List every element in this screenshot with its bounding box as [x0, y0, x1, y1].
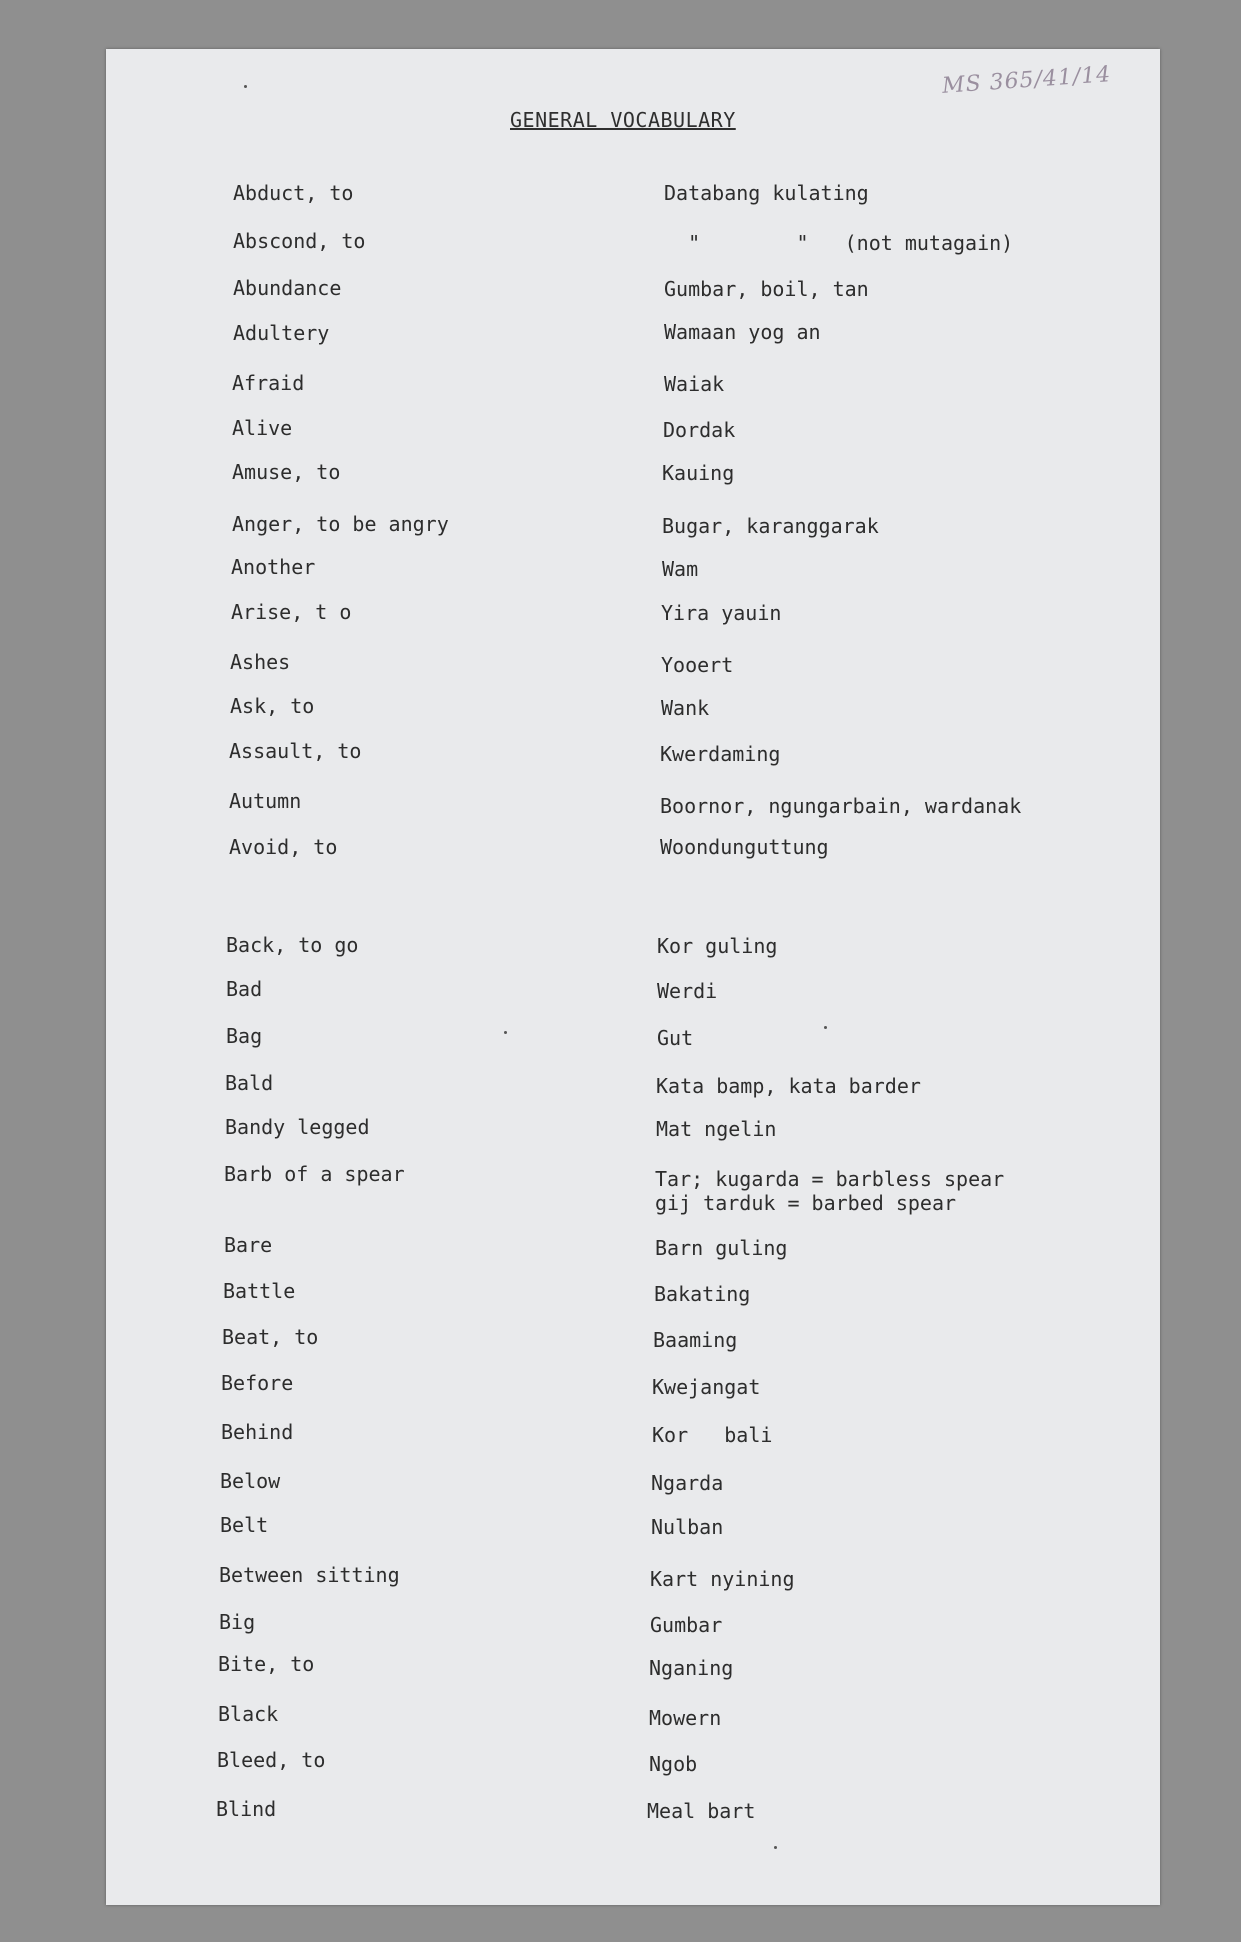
- entry-term: Ashes: [230, 650, 291, 674]
- entry-gloss: Wank: [661, 696, 710, 720]
- entry-gloss: " " (not mutagain): [664, 231, 1014, 255]
- entry-gloss: Werdi: [657, 979, 718, 1003]
- entry-term: Big: [219, 1610, 256, 1634]
- entry-term: Avoid, to: [229, 835, 338, 859]
- paper-speck: [504, 1031, 507, 1034]
- entry-term: Abundance: [233, 276, 342, 300]
- entry-term: Bite, to: [218, 1652, 315, 1676]
- entry-term: Bad: [226, 977, 263, 1001]
- entry-gloss: Gut: [657, 1026, 694, 1050]
- entry-gloss: Wamaan yog an: [664, 320, 821, 344]
- entry-term: Abduct, to: [233, 181, 354, 205]
- entry-term: Before: [221, 1371, 294, 1395]
- paper-speck: [244, 85, 247, 88]
- entry-gloss: Waiak: [664, 372, 725, 396]
- entry-gloss: Ngob: [649, 1752, 698, 1776]
- paper-speck: [774, 1846, 777, 1849]
- entry-term: Afraid: [232, 371, 305, 395]
- entry-term: Black: [218, 1702, 279, 1726]
- entry-term: Bag: [226, 1024, 263, 1048]
- entry-gloss: Boornor, ngungarbain, wardanak: [660, 794, 1022, 818]
- entry-gloss: Kata bamp, kata barder: [656, 1074, 921, 1098]
- entry-gloss: Kor guling: [657, 934, 778, 958]
- entry-term: Between sitting: [219, 1563, 400, 1587]
- entry-gloss: Databang kulating: [664, 181, 869, 205]
- archive-reference: MS 365/41/14: [941, 62, 1113, 99]
- entry-term: Alive: [232, 416, 293, 440]
- entry-gloss: Yooert: [661, 653, 734, 677]
- entry-gloss: Kart nyining: [650, 1567, 795, 1591]
- entry-gloss: Wam: [662, 557, 699, 581]
- entry-term: Battle: [223, 1279, 296, 1303]
- entry-gloss: Bugar, karanggarak: [662, 514, 879, 538]
- entry-gloss: Nulban: [651, 1515, 724, 1539]
- entry-gloss: Ngarda: [651, 1471, 724, 1495]
- entry-term: Behind: [221, 1420, 294, 1444]
- entry-gloss: Kor bali: [652, 1423, 773, 1447]
- entry-term: Arise, t o: [231, 600, 352, 624]
- entry-term: Bare: [224, 1233, 273, 1257]
- entry-gloss: Woondunguttung: [660, 835, 829, 859]
- entry-gloss: Mat ngelin: [656, 1117, 777, 1141]
- entry-gloss: Kwerdaming: [660, 742, 781, 766]
- entry-term: Amuse, to: [232, 460, 341, 484]
- entry-term: Barb of a spear: [224, 1162, 405, 1186]
- entry-gloss: Nganing: [649, 1656, 734, 1680]
- entry-gloss: Baaming: [653, 1328, 738, 1352]
- paper-speck: [824, 1026, 827, 1029]
- entry-gloss: Gumbar, boil, tan: [664, 277, 869, 301]
- entry-term: Below: [220, 1469, 281, 1493]
- entry-term: Adultery: [233, 321, 330, 345]
- entry-term: Anger, to be angry: [232, 512, 449, 536]
- entry-gloss: Barn guling: [655, 1236, 788, 1260]
- entry-gloss: Gumbar: [650, 1613, 723, 1637]
- entry-gloss: Yira yauin: [661, 601, 782, 625]
- entry-gloss: Bakating: [654, 1282, 751, 1306]
- entry-gloss: Mowern: [649, 1706, 722, 1730]
- entry-term: Bleed, to: [217, 1748, 326, 1772]
- entry-term: Bandy legged: [225, 1115, 370, 1139]
- entry-term: Ask, to: [230, 694, 315, 718]
- entry-term: Bald: [225, 1071, 274, 1095]
- entry-gloss: Kwejangat: [652, 1375, 761, 1399]
- entry-term: Belt: [220, 1513, 269, 1537]
- entry-term: Abscond, to: [233, 229, 366, 253]
- entry-term: Another: [231, 555, 316, 579]
- entry-term: Blind: [216, 1797, 277, 1821]
- entry-term: Back, to go: [226, 933, 359, 957]
- entry-term: Beat, to: [222, 1325, 319, 1349]
- page-title: GENERAL VOCABULARY: [510, 108, 736, 132]
- entry-term: Assault, to: [229, 739, 362, 763]
- entry-gloss: Kauing: [662, 461, 735, 485]
- entry-term: Autumn: [229, 789, 302, 813]
- entry-gloss: Tar; kugarda = barbless spear gij tarduk = barbed spear: [655, 1167, 1005, 1215]
- entry-gloss: Meal bart: [647, 1799, 756, 1823]
- entry-gloss: Dordak: [663, 418, 736, 442]
